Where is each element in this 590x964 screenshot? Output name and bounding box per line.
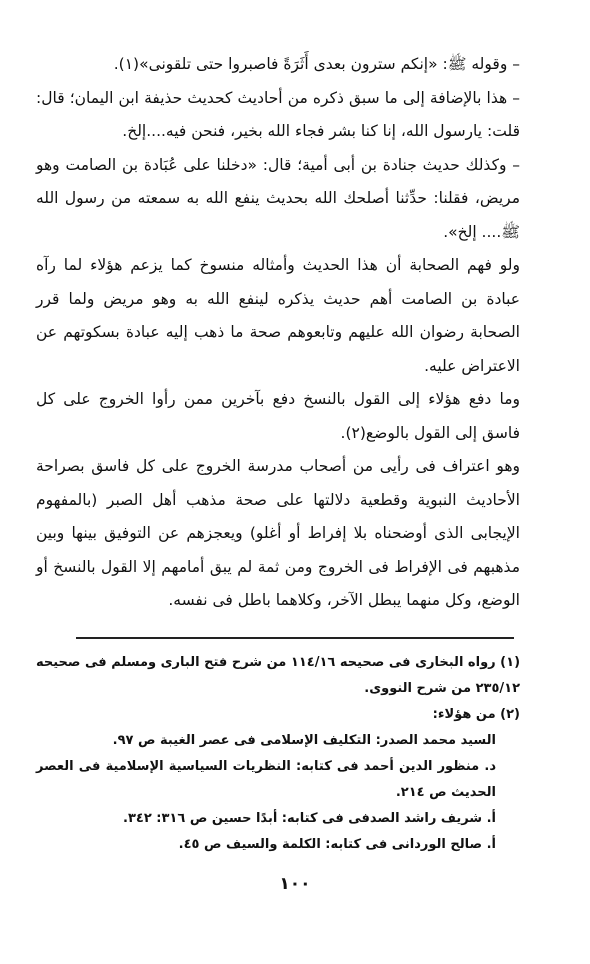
paragraph-companions-understanding: ولو فهم الصحابة أن هذا الحديث وأمثاله منسوخ كما يزعم هؤلاء لما رآه عبادة بن الصامت أهم حديث يذكره لينفع الله به وهو مريض ولما قرر الصحابة رضوان الله عليهم وتابعوهم صحة ما ذهب إليه عبادة بسكوتهم عن الاعتراض عليه.: [36, 256, 520, 375]
footnote-2-ref-manzoor: د. منظور الدين أحمد فى كتابه: النظريات السياسية الإسلامية فى العصر الحديث ص ٢١٤.: [36, 759, 496, 800]
page-number: ١٠٠: [279, 874, 311, 894]
footnote-1: (١) رواه البخارى فى صحيحه ١١٤/١٦ من شرح فتح البارى ومسلم فى صحيحه ٢٣٥/١٢ من شرح النووى.: [36, 655, 521, 696]
footnote-separator: [76, 637, 514, 639]
footnote-2: (٢) من هؤلاء:: [432, 707, 520, 722]
paragraph-junada: – وكذلك حديث جنادة بن أبى أمية؛ قال: «دخلنا على عُبَادة بن الصامت وهو مريض، فقلنا: حدِّثنا أصلحك الله بحديث ينفع الله به سمعته من رسول الله ﷺ.... إلخ».: [36, 155, 520, 241]
footnote-2-ref-wardani: أ. صالح الوردانى فى كتابه: الكلمة والسيف ص ٤٥.: [178, 837, 496, 852]
footnotes: [36, 650, 520, 858]
paragraph-confession: وهو اعتراف فى رأيى من أصحاب مدرسة الخروج على كل فاسق بصراحة الأحاديث النبوية وقطعية دلالتها على صحة مذهب أهل الصبر (بالمفهوم الإيجابى الذى أوضحناه بلا إفراط أو أغلو) ويعجزهم عن التوفيق بينها وبين مذهبهم فى الإفراط فى الخروج ومن ثمة لم يبق أمامهم إلا القول بالنسخ أو الوضع، وكل منهما يبطل الآخر، وكلاهما باطل فى نفسه.: [36, 457, 520, 609]
main-text: [36, 48, 520, 618]
footnote-2-ref-sadr: السيد محمد الصدر: التكليف الإسلامى فى عصر الغيبة ص ٩٧.: [112, 733, 496, 748]
paragraph-hadith-athara: – وقوله ﷺ: «إنكم سترون بعدى أَثَرَةً فاصبروا حتى تلقونى»(١).: [113, 55, 520, 73]
footnote-2-ref-sadafi: أ. شريف راشد الصدفى فى كتابه: أبدًا حسين ص ٣١٦: ٣٤٢.: [123, 811, 496, 826]
paragraph-hudhayfa: – هذا بالإضافة إلى ما سبق ذكره من أحاديث كحديث حذيفة ابن اليمان؛ قال: قلت: يارسول الله، إنا كنا بشر فجاء الله بخير، فنحن فيه....إلخ.: [36, 88, 520, 140]
paragraph-abrogation-forgery: وما دفع هؤلاء إلى القول بالنسخ دفع بآخرين ممن رأوا الخروج على كل فاسق إلى القول بالوضع(٢).: [36, 390, 520, 442]
